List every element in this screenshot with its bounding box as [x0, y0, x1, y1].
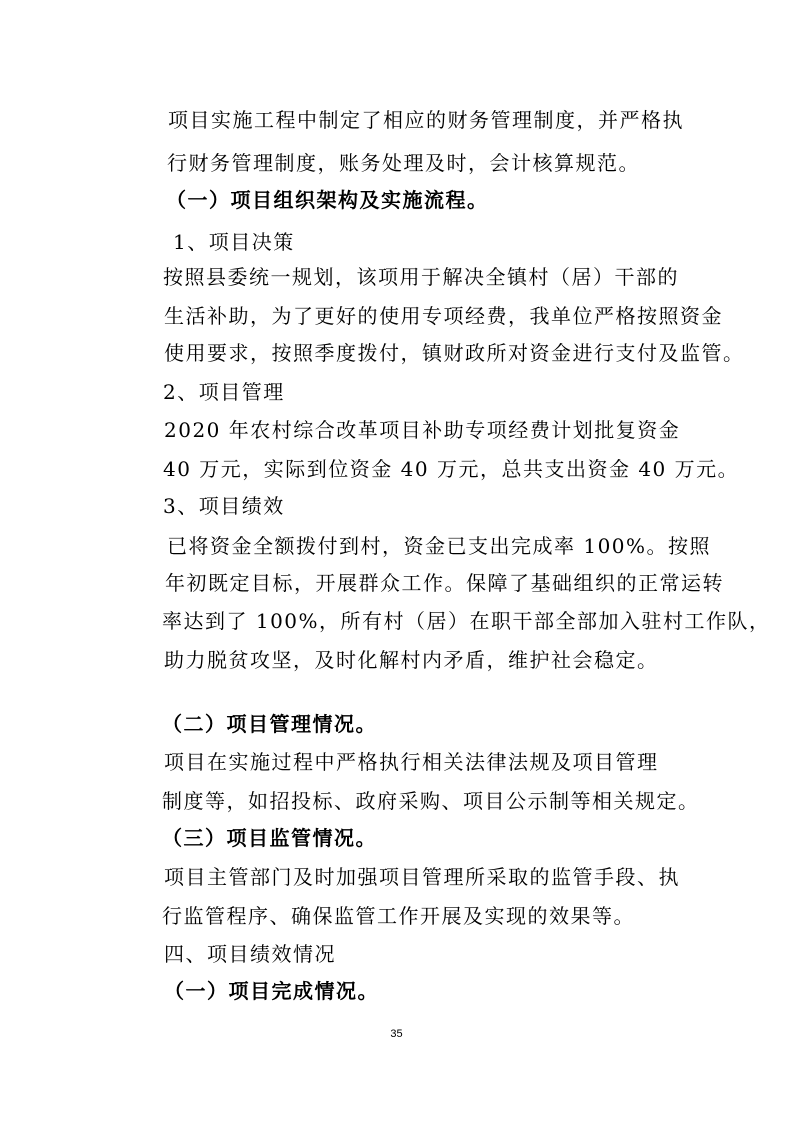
paragraph-line: 年初既定目标，开展群众工作。保障了基础组织的正常运转: [165, 571, 724, 595]
paragraph-line: 项目实施工程中制定了相应的财务管理制度，并严格执: [168, 108, 684, 132]
paragraph-line: 助力脱贫攻坚，及时化解村内矛盾，维护社会稳定。: [164, 648, 659, 672]
paragraph-line: 已将资金全额拨付到村，资金已支出完成率 100%。按照: [167, 534, 712, 558]
page-number: 35: [390, 1028, 403, 1040]
paragraph-line: 生活补助，为了更好的使用专项经费，我单位严格按照资金: [164, 304, 723, 328]
paragraph-line: 行财务管理制度，账务处理及时，会计核算规范。: [167, 151, 640, 175]
subsection-heading: 2、项目管理: [163, 380, 285, 404]
paragraph-line: 制度等，如招投标、政府采购、项目公示制等相关规定。: [162, 789, 700, 813]
paragraph-line: 率达到了 100%，所有村（居）在职干部全部加入驻村工作队，: [162, 609, 771, 633]
section-heading: （三）项目监管情况。: [162, 826, 377, 850]
section-heading: （二）项目管理情况。: [162, 712, 377, 736]
paragraph-line: 2020 年农村综合改革项目补助专项经费计划批复资金: [164, 418, 681, 442]
paragraph-line: 项目在实施过程中严格执行相关法律法规及项目管理: [164, 750, 659, 774]
paragraph-line: 40 万元，实际到位资金 40 万元，总共支出资金 40 万元。: [163, 457, 740, 481]
subsection-heading: 1、项目决策: [173, 230, 295, 254]
paragraph-line: 使用要求，按照季度拨付，镇财政所对资金进行支付及监管。: [164, 341, 745, 365]
section-heading: （一）项目组织架构及实施流程。: [166, 188, 489, 212]
section-heading: （一）项目完成情况。: [164, 979, 379, 1003]
paragraph-line: 项目主管部门及时加强项目管理所采取的监管手段、执: [164, 865, 680, 889]
paragraph-line: 行监管程序、确保监管工作开展及实现的效果等。: [162, 904, 635, 928]
subsection-heading: 3、项目绩效: [163, 494, 285, 518]
chapter-heading: 四、项目绩效情况: [164, 942, 336, 966]
paragraph-line: 按照县委统一规划，该项用于解决全镇村（居）干部的: [163, 265, 679, 289]
